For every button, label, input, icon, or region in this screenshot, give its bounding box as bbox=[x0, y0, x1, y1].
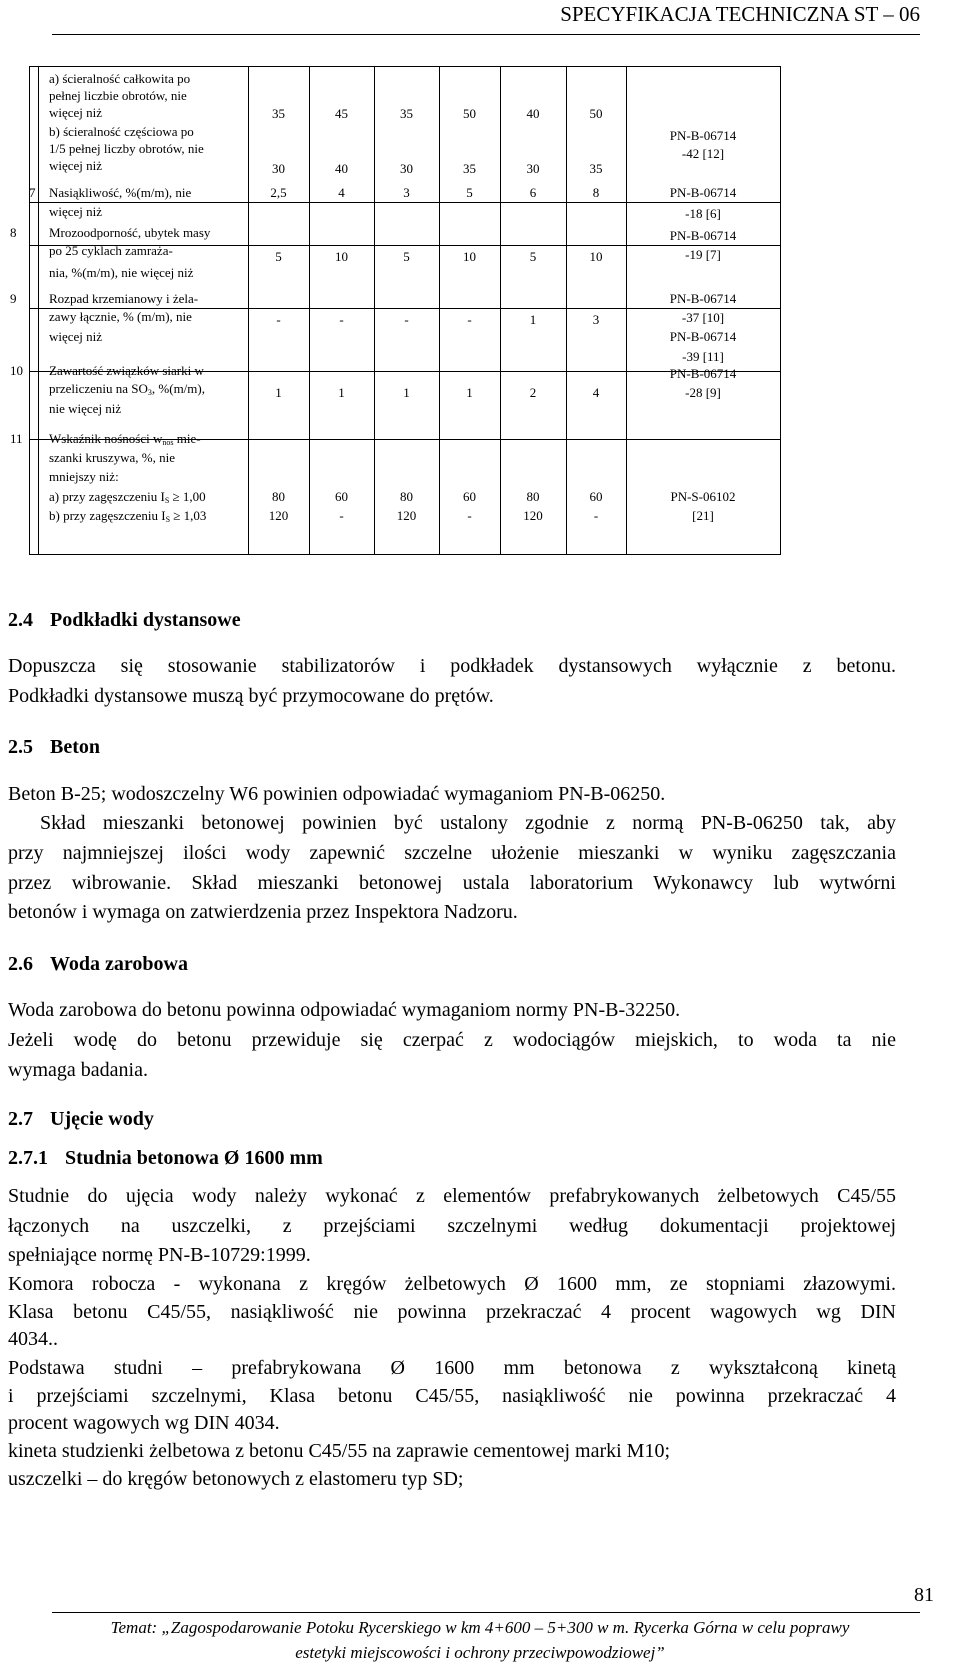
section-heading-2-5: 2.5 Beton bbox=[8, 736, 100, 758]
table-cell: 5 bbox=[403, 249, 410, 264]
table-cell: - bbox=[339, 508, 344, 523]
cell-text: zawy łącznie, % (m/m), nie bbox=[49, 309, 192, 324]
cell-text: szanki kruszywa, %, nie bbox=[49, 450, 175, 465]
norm-cell: PN-B-06714 bbox=[669, 228, 737, 243]
table-cell: 3 bbox=[403, 185, 410, 200]
paragraph: betonów i wymaga on zatwierdzenia przez Inspektora Nadzoru. bbox=[8, 901, 518, 923]
table-cell: 35 bbox=[400, 106, 413, 121]
cell-text: mniejszy niż: bbox=[49, 469, 119, 484]
table-cell: 60 bbox=[589, 489, 603, 504]
norm-cell: [21] bbox=[692, 508, 714, 523]
table-rule bbox=[29, 554, 781, 555]
cell-text: przeliczeniu na $SO_3$, %(m/m), bbox=[49, 381, 205, 397]
cell-text: nie więcej niż bbox=[49, 401, 122, 416]
table-cell: 4 bbox=[338, 185, 345, 200]
table-cell: 8 bbox=[592, 185, 600, 200]
section-heading-2-7-1: 2.7.1 Studnia betonowa Ø 1600 mm bbox=[8, 1147, 323, 1169]
paragraph: Woda zarobowa do betonu powinna odpowiadać wymaganiom normy PN-B-32250. bbox=[8, 999, 681, 1021]
header-rule bbox=[52, 34, 920, 35]
paragraph: Beton B-25; wodoszczelny W6 powinien odpowiadać wymaganiom PN-B-06250. bbox=[8, 783, 666, 805]
table-cell: 10 bbox=[335, 249, 348, 264]
norm-cell: PN-B-06714 bbox=[669, 185, 737, 200]
table-cell: 10 bbox=[589, 249, 603, 264]
paragraph: spełniające normę PN-B-10729:1999. bbox=[8, 1244, 311, 1266]
table-cell: 60 bbox=[335, 489, 348, 504]
paragraph: przez wibrowanie. Skład mieszanki betonowej ustala laboratorium Wykonawcy lub wytwórni bbox=[8, 872, 896, 894]
cell-text: po 25 cyklach zamraża- bbox=[49, 243, 173, 258]
table-cell: 30 bbox=[526, 161, 540, 176]
paragraph: Klasa betonu C45/55, nasiąkliwość nie powinna przekraczać 4 procent wagowych wg DIN bbox=[8, 1301, 896, 1323]
table-cell: 35 bbox=[463, 161, 476, 176]
table-cell: - bbox=[276, 312, 281, 327]
norm-cell: -37 [10] bbox=[681, 310, 725, 325]
table-cell: 1 bbox=[529, 312, 537, 327]
table-cell: - bbox=[467, 312, 472, 327]
table-cell: - bbox=[593, 508, 599, 523]
cell-text: więcej niż bbox=[49, 329, 103, 344]
norm-cell: -42 [12] bbox=[681, 146, 725, 161]
table-cell: 45 bbox=[335, 106, 348, 121]
paragraph: Jeżeli wodę do betonu przewiduje się czerpać z wodociągów miejskich, to woda ta nie bbox=[8, 1029, 896, 1051]
table-border-right bbox=[780, 66, 781, 555]
footer-line-2: estetyki miejscowości i ochrony przeciwpowodziowej” bbox=[295, 1643, 665, 1662]
table-rule bbox=[29, 66, 781, 67]
table-cell: 30 bbox=[400, 161, 413, 176]
table-cell: 80 bbox=[272, 489, 285, 504]
norm-cell: -19 [7] bbox=[685, 247, 721, 262]
paragraph: i przejściami szczelnymi, Klasa betonu C45/55, nasiąkliwość nie powinna przekraczać 4 bbox=[8, 1385, 896, 1407]
table-cell: 50 bbox=[463, 106, 476, 121]
section-heading-2-7: 2.7 Ujęcie wody bbox=[8, 1108, 154, 1130]
table-cell: 60 bbox=[463, 489, 476, 504]
footer-line-1: Temat: „Zagospodarowanie Potoku Rycerskiego w km 4+600 – 5+300 w m. Rycerka Górna w celu poprawy bbox=[110, 1618, 850, 1637]
page-header-title: SPECYFIKACJA TECHNICZNA ST – 06 bbox=[560, 2, 920, 26]
paragraph: 4034.. bbox=[8, 1328, 58, 1350]
row-number: 7 bbox=[29, 185, 36, 200]
table-cell: 2 bbox=[529, 385, 537, 400]
table-cell: 50 bbox=[589, 106, 603, 121]
footer-rule bbox=[52, 1612, 920, 1613]
cell-text: b) przy zagęszczeniu $I_S \ge 1,03$ bbox=[49, 508, 207, 524]
row-number: 8 bbox=[10, 225, 17, 240]
paragraph: Skład mieszanki betonowej powinien być ustalony zgodnie z normą PN-B-06250 tak, aby bbox=[40, 812, 896, 834]
cell-text: Mrozoodporność, ubytek masy bbox=[49, 225, 211, 240]
row-number: 9 bbox=[10, 291, 17, 306]
cell-text: więcej niż bbox=[49, 105, 103, 120]
table-cell: 5 bbox=[529, 249, 537, 264]
table-cell: 1 bbox=[466, 385, 473, 400]
table-cell: 5 bbox=[275, 249, 282, 264]
paragraph: Komora robocza - wykonana z kręgów żelbetowych Ø 1600 mm, ze stopniami złazowymi. bbox=[8, 1273, 896, 1295]
table-cell: 35 bbox=[272, 106, 285, 121]
table-cell: 1 bbox=[275, 385, 282, 400]
aggregate-requirements-table bbox=[10, 66, 781, 555]
cell-text: Zawartość związków siarki w bbox=[49, 363, 204, 378]
table-cell: - bbox=[404, 312, 409, 327]
table-cell: - bbox=[467, 508, 472, 523]
norm-cell: PN-B-06714 bbox=[669, 366, 737, 381]
cell-text: b) ścieralność częściowa po bbox=[49, 124, 194, 139]
cell-text: nia, %(m/m), nie więcej niż bbox=[49, 265, 194, 280]
table-col-divider bbox=[38, 66, 39, 555]
table-cell: 1 bbox=[338, 385, 345, 400]
norm-cell: PN-B-06714 bbox=[669, 128, 737, 143]
table-cell: 5 bbox=[466, 185, 473, 200]
cell-text: Rozpad krzemianowy i żela- bbox=[49, 291, 199, 306]
row-number: 11 bbox=[10, 431, 23, 446]
table-cell: 40 bbox=[526, 106, 540, 121]
norm-cell: PN-B-06714 bbox=[669, 329, 737, 344]
cell-text: a) przy zagęszczeniu $I_S \ge 1,00$ bbox=[49, 489, 206, 505]
paragraph: uszczelki – do kręgów betonowych z elastomeru typ SD; bbox=[8, 1468, 464, 1490]
table-cell: 30 bbox=[272, 161, 285, 176]
paragraph: Dopuszcza się stosowanie stabilizatorów i podkładek dystansowych wyłącznie z betonu. bbox=[8, 655, 896, 677]
cell-text: więcej niż bbox=[49, 204, 103, 219]
paragraph: procent wagowych wg DIN 4034. bbox=[8, 1412, 280, 1434]
table-cell: 120 bbox=[268, 508, 289, 523]
cell-text: 1/5 pełnej liczby obrotów, nie bbox=[49, 141, 204, 156]
norm-cell: PN-B-06714 bbox=[669, 291, 737, 306]
paragraph: wymaga badania. bbox=[8, 1059, 148, 1081]
table-border-left bbox=[29, 66, 30, 555]
table-cell: 80 bbox=[400, 489, 413, 504]
table-cell: 1 bbox=[403, 385, 410, 400]
norm-cell: -39 [11] bbox=[682, 349, 724, 364]
table-cell: 80 bbox=[526, 489, 540, 504]
page-number: 81 bbox=[914, 1584, 934, 1606]
cell-text: pełnej liczbie obrotów, nie bbox=[49, 88, 187, 103]
cell-text: więcej niż bbox=[49, 158, 103, 173]
paragraph: przy najmniejszej ilości wody zapewnić szczelne ułożenie mieszanki w wyniku zagęszczania bbox=[8, 842, 896, 864]
paragraph: Podstawa studni – prefabrykowana Ø 1600 mm betonowa z wykształconą kinetą bbox=[8, 1357, 896, 1379]
table-cell: 3 bbox=[592, 312, 600, 327]
table-cell: - bbox=[339, 312, 344, 327]
table-rule bbox=[29, 202, 781, 203]
table-cell: 4 bbox=[592, 385, 600, 400]
table-cell: 120 bbox=[396, 508, 417, 523]
cell-text: a) ścieralność całkowita po bbox=[49, 71, 191, 86]
table-cell: 40 bbox=[335, 161, 348, 176]
norm-cell: -18 [6] bbox=[685, 206, 721, 221]
section-heading-2-6: 2.6 Woda zarobowa bbox=[8, 953, 188, 975]
norm-cell: -28 [9] bbox=[685, 385, 721, 400]
table-cell: 6 bbox=[529, 185, 537, 200]
paragraph: kineta studzienki żelbetowa z betonu C45/55 na zaprawie cementowej marki M10; bbox=[8, 1440, 671, 1462]
cell-text: Nasiąkliwość, %(m/m), nie bbox=[49, 185, 192, 200]
table-cell: 10 bbox=[463, 249, 476, 264]
section-heading-2-4: 2.4 Podkładki dystansowe bbox=[8, 609, 241, 631]
paragraph: łączonych na uszczelki, z przejściami szczelnymi według dokumentacji projektowej bbox=[8, 1215, 896, 1237]
norm-cell: PN-S-06102 bbox=[670, 489, 736, 504]
table-cell: 120 bbox=[523, 508, 543, 523]
row-number: 10 bbox=[10, 363, 23, 378]
table-cell: 35 bbox=[589, 161, 603, 176]
cell-text: Wskaźnik nośności $w_{noś}$ mie- bbox=[49, 431, 201, 447]
paragraph: Podkładki dystansowe muszą być przymocowane do prętów. bbox=[8, 685, 494, 707]
table-cell: 2,5 bbox=[270, 185, 287, 200]
paragraph: Studnie do ujęcia wody należy wykonać z elementów prefabrykowanych żelbetowych C45/55 bbox=[8, 1185, 896, 1207]
